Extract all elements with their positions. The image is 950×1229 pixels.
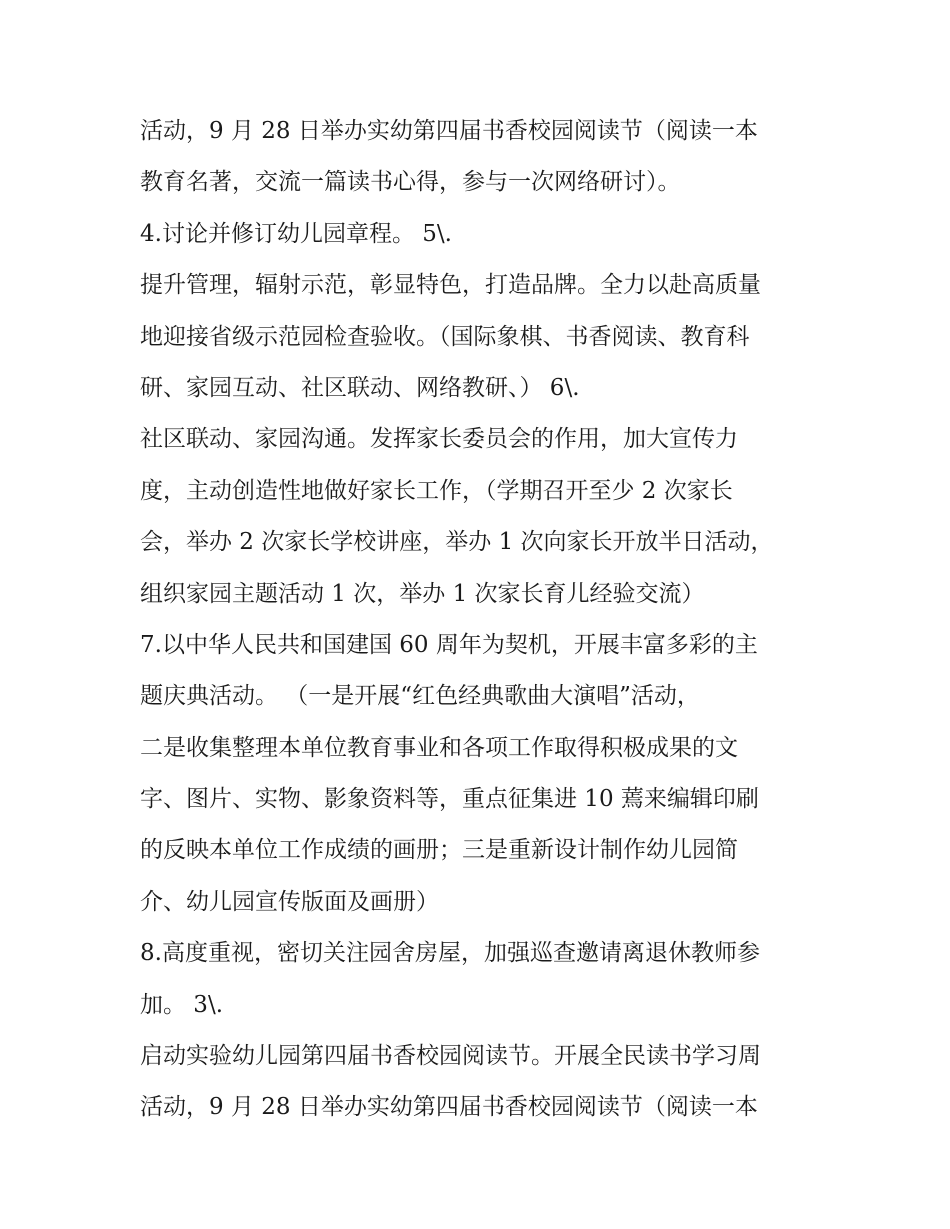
text-line: 题庆典活动。 （一是开展“红色经典歌曲大演唱”活动， xyxy=(140,683,700,710)
text-line: 活动，9 月 28 日举办实幼第四届书香校园阅读节（阅读一本 xyxy=(140,1094,758,1121)
text-line: 4.讨论并修订幼儿园章程。 5\. xyxy=(140,220,452,247)
text-line: 组织家园主题活动 1 次，举办 1 次家长育儿经验交流） xyxy=(140,580,705,607)
text-line: 启动实验幼儿园第四届书香校园阅读节。开展全民读书学习周 xyxy=(140,1043,761,1070)
document-body xyxy=(140,106,820,1134)
text-line: 7.以中华人民共和国建国 60 周年为契机，开展丰富多彩的主 xyxy=(140,631,758,658)
text-line: 提升管理，辐射示范，彰显特色，打造品牌。全力以赴高质量 xyxy=(140,272,761,299)
text-line: 教育名著，交流一篇读书心得，参与一次网络研讨）。 xyxy=(140,169,681,196)
text-line: 介、幼儿园宣传版面及画册） xyxy=(140,888,439,915)
text-line: 加。 3\. xyxy=(140,991,224,1018)
text-line: 活动，9 月 28 日举办实幼第四届书香校园阅读节（阅读一本 xyxy=(140,118,758,144)
text-line: 社区联动、家园沟通。发挥家长委员会的作用，加大宣传力 xyxy=(140,426,738,453)
text-line: 8.高度重视，密切关注园舍房屋，加强巡查邀请离退休教师参 xyxy=(140,940,760,967)
text-line: 二是收集整理本单位教育事业和各项工作取得积极成果的文 xyxy=(140,734,738,761)
text-line: 地迎接省级示范园检查验收。（国际象棋、书香阅读、教育科 xyxy=(140,323,750,350)
text-line: 的反映本单位工作成绩的画册；三是重新设计制作幼儿园简 xyxy=(140,837,738,864)
text-line: 会，举办 2 次家长学校讲座，举办 1 次向家长开放半日活动， xyxy=(140,529,774,556)
text-line: 度，主动创造性地做好家长工作，（学期召开至少 2 次家长 xyxy=(140,477,733,504)
text-line: 字、图片、实物、影象资料等，重点征集进 10 蔫来编辑印刷 xyxy=(140,786,759,813)
text-line: 研、家园互动、社区联动、网络教研、） 6\. xyxy=(140,374,580,401)
